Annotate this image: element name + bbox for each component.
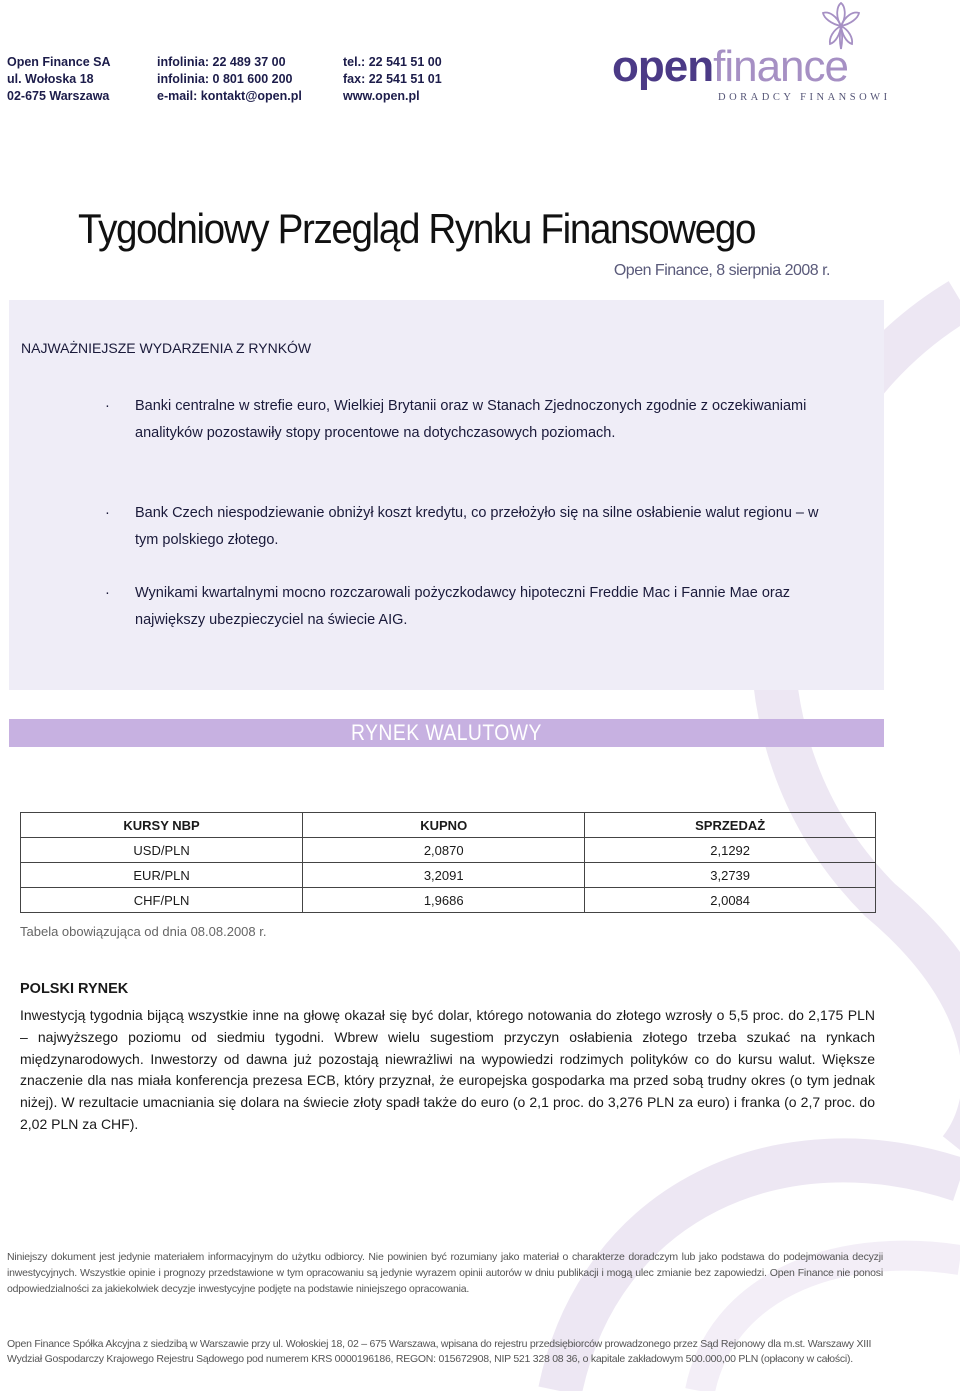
buy-cell: 2,0870: [303, 838, 585, 863]
pair-cell: USD/PLN: [21, 838, 303, 863]
company-name: Open Finance SA: [7, 55, 111, 69]
logo-tagline: DORADCY FINANSOWI: [718, 92, 891, 103]
col-header-rate: KURSY NBP: [21, 813, 303, 838]
email-link[interactable]: e-mail: kontakt@open.pl: [157, 89, 302, 103]
col-header-buy: KUPNO: [303, 813, 585, 838]
highlights-heading: NAJWAŻNIEJSZE WYDARZENIA Z RYNKÓW: [21, 340, 312, 356]
highlight-text: Wynikami kwartalnymi mocno rozczarowali pożyczkodawcy hipoteczni Freddie Mac i Fannie Mae oraz największy ubezpieczyciel na świecie AIG.: [135, 585, 791, 628]
sell-cell: 2,1292: [585, 838, 876, 863]
table-row: [21, 838, 876, 863]
pair-cell: CHF/PLN: [21, 888, 303, 913]
logo-word-open: open: [612, 42, 714, 91]
table-header-row: [21, 813, 876, 838]
exchange-rate-table: [20, 812, 876, 913]
sell-cell: 3,2739: [585, 863, 876, 888]
sell-cell: 2,0084: [585, 888, 876, 913]
company-registration-info: [7, 1337, 887, 1367]
buy-cell: 3,2091: [303, 863, 585, 888]
disclaimer-text: Niniejszy dokument jest jedynie materiałem informacyjnym do użytku odbiorcy. Nie powinien być rozumiany jako materiał o charakterze doradczym lub jako podstawa do podejmowania decyzji inwestycyjnych. Wszystkie opinie i prognozy przedstawione w tym opracowaniu są jedynie wyrazem opinii autorów w dniu publikacji i mogą ulec zmianie bez zapowiedzi. Open Finance nie ponosi odpowiedzialności za jakiekolwiek decyzje inwestycyjne podjęte na podstawie niniejszego opracowania.: [7, 1251, 883, 1295]
table-validity-note: Tabela obowiązująca od dnia 08.08.2008 r.: [20, 924, 267, 939]
section-heading-polish-market: POLSKI RYNEK: [20, 981, 129, 997]
header-contact-hotline: [157, 54, 302, 105]
hotline-1: infolinia: 22 489 37 00: [157, 55, 286, 69]
page-title: Tygodniowy Przegląd Rynku Finansowego: [78, 205, 756, 252]
hotline-2: infolinia: 0 801 600 200: [157, 72, 293, 86]
header-contact-phone: [343, 54, 442, 105]
fax-number: fax: 22 541 51 01: [343, 72, 442, 86]
highlight-item: [105, 580, 825, 634]
logo-word-finance: finance: [713, 42, 848, 91]
phone-number: tel.: 22 541 51 00: [343, 55, 442, 69]
polish-market-paragraph: Inwestycją tygodnia bijącą wszystkie inne na głowę okazał się być dolar, którego notowania do złotego wzrosły o 5,5 proc. do 2,175 PLN – najwyższego poziomu od siedmiu tygodni. Wbrew wielu sugestiom przyczyn osłabienia złotego trzeba szukać na rynkach międzynarodowych. Inwestorzy od dawna już pozostają niewrażliwi na wypowiedzi rodzimych polityków co do kursu walut. Większe znaczenie dla nas miała konferencja prezesa ECB, który przyznał, że europejska gospodarka ma przed sobą trudny okres (o tym jednak niżej). W rezultacie umacniania się dolara na świecie złoty spadł także do euro (o 2,1 proc. do 3,276 PLN za euro) i franka (o 2,7 proc. do 2,02 PLN za CHF).: [20, 1007, 875, 1132]
pair-cell: EUR/PLN: [21, 863, 303, 888]
highlight-item: [105, 393, 825, 447]
buy-cell: 1,9686: [303, 888, 585, 913]
header-contact-company: [7, 54, 111, 105]
open-finance-logo: [612, 34, 892, 114]
company-line-2: Wydział Gospodarczy Krajowego Rejestru Sądowego pod numerem KRS 0000196186, REGON: 015672908, NIP 521 328 08 36, o kapitale zakładowym 500.000,00 PLN (opłacony w całości).: [7, 1353, 853, 1365]
company-city: 02-675 Warszawa: [7, 89, 110, 103]
highlight-item: [105, 500, 825, 554]
company-line-1: Open Finance Spółka Akcyjna z siedzibą w Warszawie przy ul. Wołoskiej 18, 02 – 675 Warszawa, wpisana do rejestru przedsiębiorców prowadzonego przez Sąd Rejonowy dla m.st. Warszawy XIII: [7, 1338, 872, 1350]
highlight-text: Banki centralne w strefie euro, Wielkiej Brytanii oraz w Stanach Zjednoczonych zgodnie z oczekiwaniami analityków pozostawiły stopy procentowe na dotychczasowych poziomach.: [135, 398, 807, 441]
table-row: [21, 888, 876, 913]
table-row: [21, 863, 876, 888]
currency-section-title: RYNEK WALUTOWY: [351, 720, 542, 745]
page-subtitle: Open Finance, 8 sierpnia 2008 r.: [613, 262, 830, 279]
currency-section-band: [9, 719, 884, 747]
bullet-mark: ·: [105, 398, 110, 414]
highlights-box: [9, 300, 884, 690]
bullet-mark: ·: [105, 585, 110, 601]
logo-wordmark: [612, 42, 848, 92]
highlight-text: Bank Czech niespodziewanie obniżył koszt kredytu, co przełożyło się na silne osłabienie walut regionu – w tym polskiego złotego.: [135, 505, 819, 548]
website-link[interactable]: www.open.pl: [343, 89, 420, 103]
bullet-mark: ·: [105, 505, 110, 521]
col-header-sell: SPRZEDAŻ: [585, 813, 876, 838]
company-street: ul. Wołoska 18: [7, 72, 94, 86]
